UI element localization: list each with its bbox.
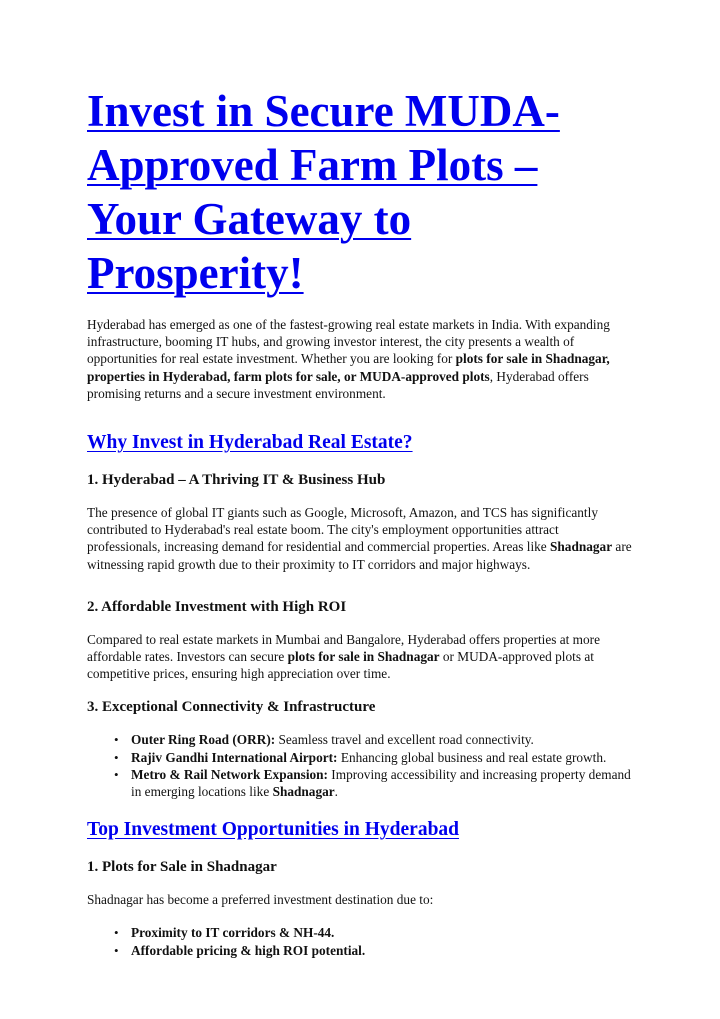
section-4-heading: 1. Plots for Sale in Shadnagar <box>87 859 277 876</box>
section-3-heading: 3. Exceptional Connectivity & Infrastructure <box>87 699 376 716</box>
section-2-paragraph <box>87 631 635 683</box>
intro-text-2: , Hyderabad offers promising returns and a secure investment environment. <box>87 368 589 401</box>
section-2-heading: 2. Affordable Investment with High ROI <box>87 598 347 615</box>
list-item <box>87 942 635 959</box>
section-2-text-2: or MUDA-approved plots at competitive prices, ensuring high appreciation over time. <box>87 649 594 682</box>
page-title-link[interactable]: Invest in Secure MUDA-Approved Farm Plots – Your Gateway to Prosperity! <box>87 86 560 298</box>
top-investment-heading-link[interactable]: Top Investment Opportunities in Hyderabad <box>87 819 460 841</box>
section-2-text-1: Compared to real estate markets in Mumbai and Bangalore, Hyderabad offers properties at more affordable rates. Investors can secure <box>87 631 600 665</box>
section-1-text-2: are witnessing rapid growth due to their proximity to IT corridors and major highways. <box>87 539 632 572</box>
list-item-bold: Outer Ring Road (ORR): <box>131 732 276 748</box>
why-invest-heading-link[interactable]: Why Invest in Hyderabad Real Estate? <box>87 432 413 454</box>
list-item <box>87 749 635 766</box>
section-1-text-1: The presence of global IT giants such as Google, Microsoft, Amazon, and TCS has significantly contributed to Hyderabad's real estate boom. The city's employment opportunities attract professionals, increasing demand for residential and commercial properties. Areas like <box>87 505 598 555</box>
list-item-text: Improving accessibility and increasing property demand in emerging locations like <box>131 766 631 800</box>
list-item-text: Seamless travel and excellent road connectivity. <box>275 732 534 748</box>
intro-keywords: plots for sale in Shadnagar, properties in Hyderabad, farm plots for sale, or MUDA-approved plots <box>87 351 610 384</box>
list-item-bold: Proximity to IT corridors & NH-44. <box>131 925 335 941</box>
list-item-bold-2: Shadnagar <box>272 784 335 800</box>
list-item-bold: Rajiv Gandhi International Airport: <box>131 749 338 765</box>
document-page <box>87 84 635 959</box>
section-2-bold: plots for sale in Shadnagar <box>287 649 440 665</box>
list-item <box>87 766 635 800</box>
section-1-heading: 1. Hyderabad – A Thriving IT & Business Hub <box>87 472 386 489</box>
section-1-paragraph <box>87 504 635 573</box>
connectivity-list <box>87 731 635 800</box>
section-1-bold: Shadnagar <box>550 539 613 555</box>
section-4-paragraph: Shadnagar has become a preferred investment destination due to: <box>87 892 434 908</box>
list-item <box>87 924 635 941</box>
shadnagar-list <box>87 924 635 958</box>
list-item-text-2: . <box>334 784 338 800</box>
intro-paragraph <box>87 316 635 402</box>
list-item <box>87 731 635 748</box>
list-item-bold: Affordable pricing & high ROI potential. <box>131 942 366 958</box>
intro-text-1: Hyderabad has emerged as one of the fastest-growing real estate markets in India. With expanding infrastructure, booming IT hubs, and growing investor interest, the city presents a wealth of opportunities for real estate investment. Whether you are looking for <box>87 317 610 367</box>
list-item-bold: Metro & Rail Network Expansion: <box>131 766 328 782</box>
list-item-text: Enhancing global business and real estate growth. <box>337 749 607 765</box>
